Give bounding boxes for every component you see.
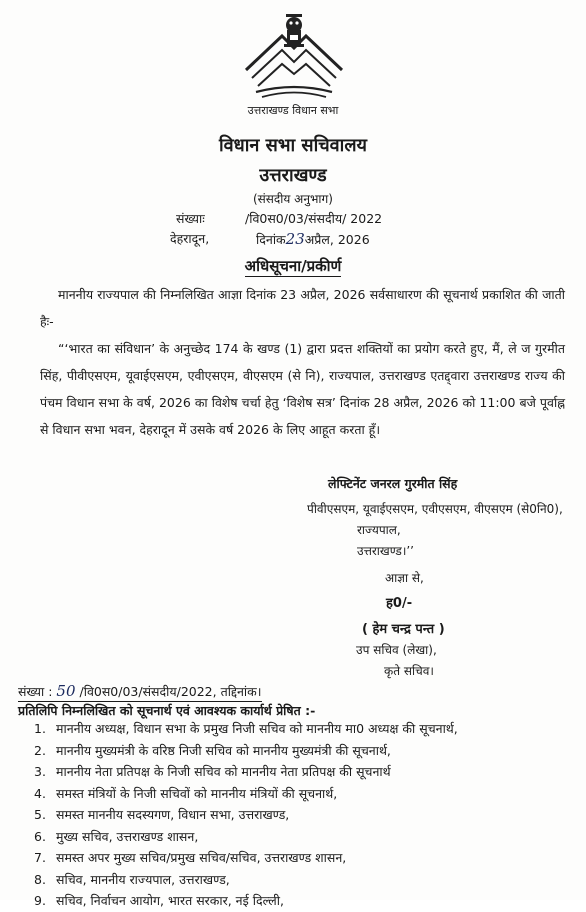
list-item: 4. समस्त मंत्रियों के निजी सचिवों को माननीय मंत्रियों की सूचनार्थ, — [34, 785, 338, 801]
date-prefix: दिनांक — [256, 232, 286, 247]
governor-decorations: पीवीएसएम, यूवाईएसएम, एवीएसएम, वीएसएम (से0नि0), — [307, 502, 563, 516]
by-order-text: आज्ञा से, — [385, 571, 424, 585]
list-item: 2. माननीय मुख्यमंत्री के वरिष्ठ निजी सचिव को माननीय मुख्यमंत्री की सूचनार्थ, — [34, 742, 391, 758]
secretary-designation: उप सचिव (लेखा), — [356, 643, 437, 657]
list-item: 6. मुख्य सचिव, उत्तराखण्ड शासन, — [34, 828, 199, 844]
list-item: 8. सचिव, माननीय राज्यपाल, उत्तराखण्ड, — [34, 871, 230, 887]
list-item: 9. सचिव, निर्वाचन आयोग, भारत सरकार, नई दिल्ली, — [34, 893, 284, 908]
copy-reference-number — [18, 682, 262, 702]
list-item: 3. माननीय नेता प्रतिपक्ष के निजी सचिव को माननीय नेता प्रतिपक्ष की सूचनार्थ — [34, 764, 391, 779]
secretary-name: ( हेम चन्द्र पन्त ) — [362, 622, 445, 637]
for-secretary: कृते सचिव। — [384, 664, 434, 678]
date-suffix: अप्रैल, 2026 — [304, 232, 370, 247]
copy-number-handwritten: 50 — [56, 682, 76, 700]
signed-mark: ह0/- — [386, 596, 413, 611]
copy-number-rest: /वि0स0/03/संसदीय/2022, तद्दिनांक। — [79, 684, 262, 699]
office-title: विधान सभा सचिवालय — [219, 135, 367, 156]
date-day-handwritten: 23 — [285, 230, 305, 248]
body-paragraph-2: “‘भारत का संविधान’ के अनुच्छेद 174 के खण्ड (1) द्वारा प्रदत्त शक्तियों का प्रयोग करते हुए, मैं, ले ज गुरमीत सिंह, पीवीएसएम, यूवाईएसएम, एवीएसएम, वीएसएम (से नि), राज्यपाल, उत्तराखण्ड एतद्द्वारा उत्तराखण्ड राज्य की पंचम विधान सभा के वर्ष, 2026 का विशेष चर्चा हेतु ‘विशेष सत्र’ दिनांक 28 अप्रैल, 2026 को 11:00 बजे पूर्वाह्न से विधान सभा भवन, देहरादून में उसके वर्ष 2026 के लिए आहूत करता हूँ। — [40, 341, 565, 437]
list-item: 5. समस्त माननीय सदस्यगण, विधान सभा, उत्तराखण्ड, — [34, 807, 290, 822]
reference-number-value: /वि0स0/03/संसदीय/ 2022 — [245, 211, 383, 226]
section-subtitle: (संसदीय अनुभाग) — [253, 192, 333, 206]
governor-title-line2: उत्तराखण्ड।’’ — [357, 544, 414, 558]
reference-number-label: संख्याः — [176, 211, 205, 226]
governor-name: लेफ्टिनेंट जनरल गुरमीत सिंह — [328, 476, 458, 491]
list-item: 7. समस्त अपर मुख्य सचिव/प्रमुख सचिव/सचिव, उत्तराखण्ड शासन, — [34, 850, 347, 865]
assembly-emblem-logo — [242, 8, 346, 100]
state-title: उत्तराखण्ड — [259, 165, 327, 186]
notification-title: अधिसूचना/प्रकीर्ण — [244, 257, 342, 275]
copy-number-label: संख्या : — [18, 684, 53, 699]
place-label: देहरादून, — [170, 231, 210, 246]
copy-recipient-list — [34, 718, 458, 912]
copy-heading: प्रतिलिपि निम्नलिखित को सूचनार्थ एवं आवश्यक कार्यार्थ प्रेषित :- — [18, 703, 316, 718]
emblem-caption: उत्तराखण्ड विधान सभा — [247, 104, 339, 117]
list-item: 1. माननीय अध्यक्ष, विधान सभा के प्रमुख निजी सचिव को माननीय मा0 अध्यक्ष की सूचनार्थ, — [34, 721, 458, 736]
governor-title-line1: राज्यपाल, — [357, 523, 401, 537]
body-paragraph-1: माननीय राज्यपाल की निम्नलिखित आज्ञा दिनांक 23 अप्रैल, 2026 सर्वसाधारण की सूचनार्थ प्रकाशित की जाती हैः- — [40, 287, 565, 329]
reference-date — [256, 230, 370, 248]
